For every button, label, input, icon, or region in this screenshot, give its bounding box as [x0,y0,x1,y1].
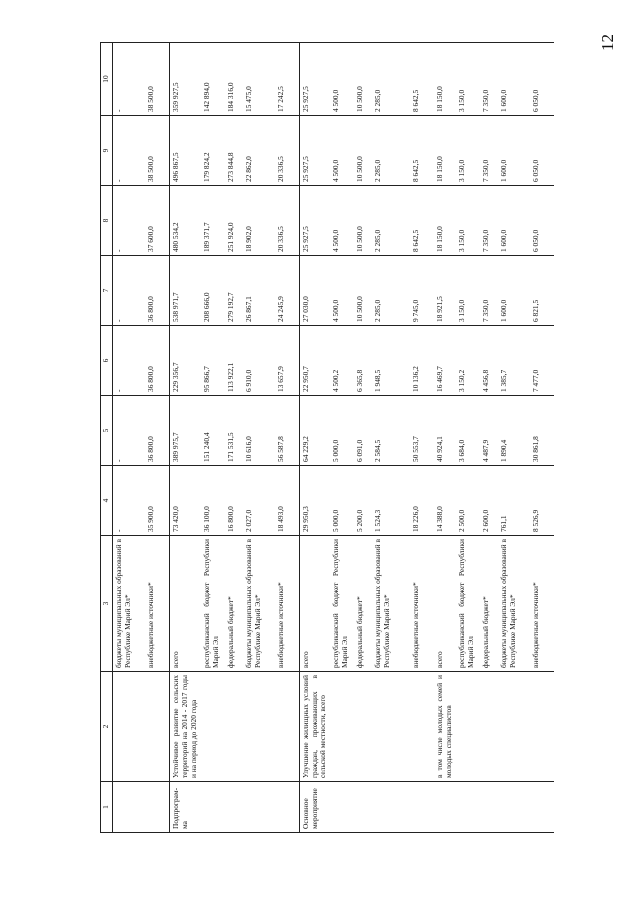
value-cell: 10 500,0 [354,116,372,186]
column-number-1: 1 [101,782,113,833]
page-number: 12 [598,34,617,51]
program-name-cell [498,672,530,782]
value-cell: 2 285,0 [372,256,410,326]
column-number-10: 10 [101,43,113,116]
value-cell: 273 844,8 [225,116,243,186]
program-name-cell [354,672,372,782]
funding-source-cell: федеральный бюджет* [225,536,243,672]
program-name-cell [372,672,410,782]
value-cell: 24 245,9 [275,256,300,326]
value-cell: 1 600,0 [498,256,530,326]
value-cell: 10 500,0 [354,43,372,116]
value-cell: 4 500,0 [330,116,354,186]
budget-table [100,42,554,833]
value-cell: 1 890,4 [498,396,530,466]
value-cell: - [113,256,146,326]
table-row [225,43,243,833]
value-cell: 8 642,5 [410,186,434,256]
value-cell: 18 921,5 [434,256,456,326]
program-type-cell [225,782,243,833]
value-cell: 3 684,0 [456,396,480,466]
program-type-cell [372,782,410,833]
funding-source-cell: всего [170,536,201,672]
value-cell: 10 616,0 [243,396,275,466]
value-cell: 3 150,2 [456,326,480,396]
value-cell: 8 642,5 [410,116,434,186]
program-name-cell [113,672,146,782]
table-row [410,43,434,833]
table-row [434,43,456,833]
program-type-cell [330,782,354,833]
value-cell: 189 371,7 [201,186,225,256]
program-name-cell [410,672,434,782]
value-cell: 4 456,8 [480,326,498,396]
value-cell: 8 526,9 [530,466,554,536]
table-row [530,43,554,833]
program-type-cell [243,782,275,833]
value-cell: 36 800,0 [145,256,170,326]
value-cell: 27 030,0 [299,256,330,326]
value-cell: 40 924,1 [434,396,456,466]
column-number-9: 9 [101,116,113,186]
funding-source-cell: республиканский бюджет Республики Марий Эл [456,536,480,672]
column-number-8: 8 [101,186,113,256]
table-row [330,43,354,833]
value-cell: 5 000,0 [330,466,354,536]
value-cell: 7 350,0 [480,256,498,326]
funding-source-cell: всего [434,536,456,672]
value-cell: 25 927,5 [299,186,330,256]
value-cell: 20 336,5 [275,116,300,186]
value-cell: 10 136,2 [410,326,434,396]
value-cell: 25 927,5 [299,116,330,186]
value-cell: 2 027,0 [243,466,275,536]
program-type-cell [201,782,225,833]
value-cell: 16 469,7 [434,326,456,396]
value-cell: 2 285,0 [372,186,410,256]
program-name-cell [225,672,243,782]
program-name-cell: в том числе молодых семей и молодых специалистов [434,672,456,782]
value-cell: 7 477,0 [530,326,554,396]
value-cell: 480 534,2 [170,186,201,256]
program-name-cell [330,672,354,782]
funding-source-cell: республиканский бюджет Республики Марий Эл [201,536,225,672]
program-name-cell: Улучшение жилищных условий граждан, проживающих в сельской местности, всего [299,672,330,782]
value-cell: - [113,396,146,466]
program-name-cell [145,672,170,782]
value-cell: 7 350,0 [480,186,498,256]
value-cell: 6 821,5 [530,256,554,326]
value-cell: 10 500,0 [354,186,372,256]
funding-source-cell: федеральный бюджет* [354,536,372,672]
table-row [299,43,330,833]
value-cell: 229 356,7 [170,326,201,396]
value-cell: 496 867,5 [170,116,201,186]
program-name-cell [530,672,554,782]
value-cell: 6 050,0 [530,186,554,256]
value-cell: 5 200,0 [354,466,372,536]
value-cell: 8 642,5 [410,43,434,116]
value-cell: 22 862,0 [243,116,275,186]
value-cell: 251 924,0 [225,186,243,256]
value-cell: 35 900,0 [145,466,170,536]
program-name-cell [201,672,225,782]
value-cell: 37 600,0 [145,186,170,256]
value-cell: 50 553,7 [410,396,434,466]
value-cell: 142 894,0 [201,43,225,116]
value-cell: 9 745,0 [410,256,434,326]
value-cell: 359 927,5 [170,43,201,116]
value-cell: 538 971,7 [170,256,201,326]
value-cell: 4 487,9 [480,396,498,466]
value-cell: 6 050,0 [530,43,554,116]
value-cell: 2 285,0 [372,43,410,116]
value-cell: 171 531,5 [225,396,243,466]
funding-source-cell: федеральный бюджет* [480,536,498,672]
value-cell: 3 150,0 [456,116,480,186]
program-name-cell: Устойчивое развитие сельских территорий на 2014 - 2017 годы и на период до 2020 года [170,672,201,782]
table-row [243,43,275,833]
column-number-5: 5 [101,396,113,466]
column-number-4: 4 [101,466,113,536]
column-number-2: 2 [101,672,113,782]
value-cell: 6 365,8 [354,326,372,396]
value-cell: 279 192,7 [225,256,243,326]
value-cell: 2 500,0 [456,466,480,536]
value-cell: 10 500,0 [354,256,372,326]
value-cell: - [113,326,146,396]
value-cell: 64 229,2 [299,396,330,466]
table-row [354,43,372,833]
value-cell: 2 584,5 [372,396,410,466]
program-name-cell [456,672,480,782]
program-type-cell [410,782,434,833]
value-cell: 38 500,0 [145,43,170,116]
value-cell: - [113,116,146,186]
value-cell: 73 420,0 [170,466,201,536]
value-cell: 4 500,2 [330,326,354,396]
value-cell: 3 150,0 [456,256,480,326]
value-cell: 7 350,0 [480,116,498,186]
value-cell: 4 500,0 [330,186,354,256]
program-type-cell [275,782,300,833]
value-cell: 30 861,8 [530,396,554,466]
table-row [145,43,170,833]
column-number-row [101,43,113,833]
value-cell: 22 950,7 [299,326,330,396]
value-cell: - [113,43,146,116]
table-row [456,43,480,833]
program-type-cell [456,782,480,833]
funding-source-cell: бюджеты муниципальных образований в Республике Марий Эл* [243,536,275,672]
value-cell: 16 800,0 [225,466,243,536]
program-type-cell [145,782,170,833]
funding-source-cell: республиканский бюджет Республики Марий Эл [330,536,354,672]
value-cell: 4 500,0 [330,256,354,326]
value-cell: 38 500,0 [145,116,170,186]
value-cell: 1 385,7 [498,326,530,396]
table-row [480,43,498,833]
value-cell: 18 902,0 [243,186,275,256]
value-cell: 36 800,0 [145,326,170,396]
table-row [498,43,530,833]
value-cell: 18 493,0 [275,466,300,536]
funding-source-cell: внебюджетные источники* [145,536,170,672]
value-cell: 18 150,0 [434,186,456,256]
value-cell: 179 824,2 [201,116,225,186]
program-name-cell [480,672,498,782]
value-cell: 5 000,0 [330,396,354,466]
funding-source-cell: внебюджетные источники* [530,536,554,672]
table-row [170,43,201,833]
column-number-6: 6 [101,326,113,396]
value-cell: 18 226,0 [410,466,434,536]
value-cell: 113 922,1 [225,326,243,396]
value-cell: 95 866,7 [201,326,225,396]
value-cell: 2 285,0 [372,116,410,186]
program-type-cell [354,782,372,833]
program-type-cell: Основное мероприятие [299,782,330,833]
value-cell: 56 587,8 [275,396,300,466]
value-cell: 1 600,0 [498,43,530,116]
program-name-cell [275,672,300,782]
value-cell: 20 336,5 [275,186,300,256]
program-name-cell [243,672,275,782]
value-cell: 761,1 [498,466,530,536]
value-cell: 389 975,7 [170,396,201,466]
program-type-cell [530,782,554,833]
funding-source-cell: бюджеты муниципальных образований в Республике Марий Эл* [113,536,146,672]
funding-source-cell: бюджеты муниципальных образований в Республике Марий Эл* [498,536,530,672]
value-cell: 13 657,9 [275,326,300,396]
value-cell: 184 316,0 [225,43,243,116]
value-cell: 6 091,0 [354,396,372,466]
funding-source-cell: бюджеты муниципальных образований в Республике Марий Эл* [372,536,410,672]
value-cell: 208 666,0 [201,256,225,326]
program-type-cell [113,782,146,833]
funding-source-cell: внебюджетные источники* [275,536,300,672]
value-cell: 3 150,0 [456,43,480,116]
funding-source-cell: всего [299,536,330,672]
value-cell: 6 910,0 [243,326,275,396]
program-type-cell [434,782,456,833]
value-cell: 3 150,0 [456,186,480,256]
value-cell: - [113,466,146,536]
value-cell: 25 927,5 [299,43,330,116]
column-number-3: 3 [101,536,113,672]
value-cell: 36 100,0 [201,466,225,536]
value-cell: 17 242,5 [275,43,300,116]
program-type-cell [480,782,498,833]
table-row [275,43,300,833]
program-type-cell [498,782,530,833]
value-cell: 151 240,4 [201,396,225,466]
value-cell: 7 350,0 [480,43,498,116]
value-cell: 1 524,3 [372,466,410,536]
value-cell: 18 150,0 [434,43,456,116]
value-cell: 1 948,5 [372,326,410,396]
value-cell: 15 475,0 [243,43,275,116]
table-row [372,43,410,833]
value-cell: 18 150,0 [434,116,456,186]
value-cell: - [113,186,146,256]
funding-source-cell: внебюджетные источники* [410,536,434,672]
value-cell: 29 950,3 [299,466,330,536]
value-cell: 36 800,0 [145,396,170,466]
value-cell: 14 388,0 [434,466,456,536]
table-row [201,43,225,833]
value-cell: 1 600,0 [498,186,530,256]
value-cell: 26 867,1 [243,256,275,326]
column-number-7: 7 [101,256,113,326]
value-cell: 4 500,0 [330,43,354,116]
program-type-cell: Подпрограм-ма [170,782,201,833]
value-cell: 2 600,0 [480,466,498,536]
value-cell: 1 600,0 [498,116,530,186]
value-cell: 6 050,0 [530,116,554,186]
budget-table-container [100,43,600,833]
table-row [113,43,146,833]
